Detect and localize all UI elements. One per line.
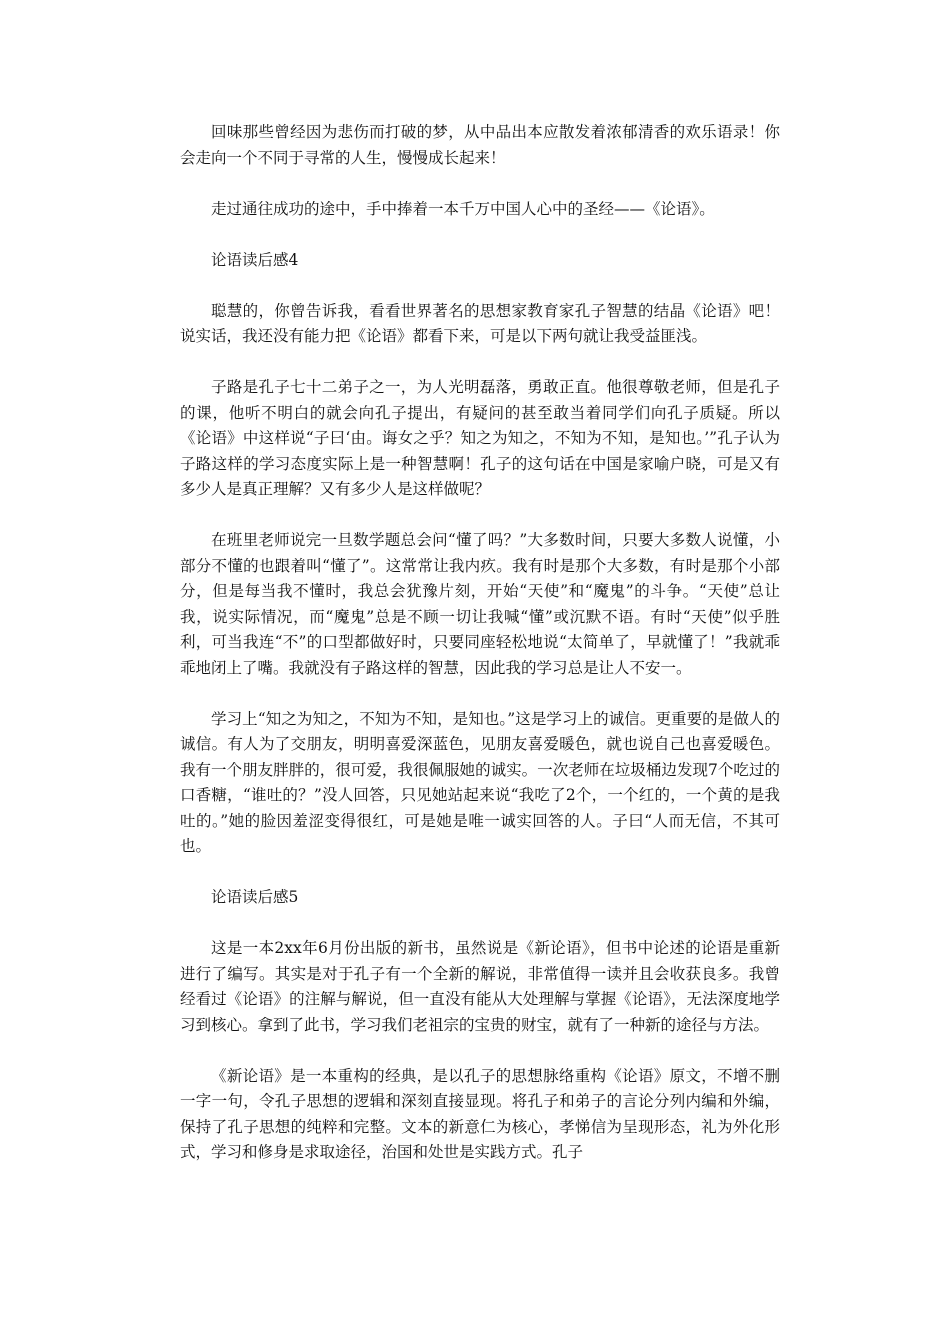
paragraph: 《新论语》是一本重构的经典，是以孔子的思想脉络重构《论语》原文，不增不删一字一句，令孔子思想的逻辑和深刻直接显现。将孔子和弟子的言论分列内编和外编，保持了孔子思想的纯粹和完整。文本的新意仁为核心，孝悌信为呈现形态，礼为外化形式，学习和修身是求取途径，治国和处世是实践方式。孔子 (180, 1066, 780, 1161)
section-heading: 论语读后感4 (211, 250, 299, 269)
document-page (180, 120, 780, 1191)
paragraph: 这是一本2xx年6月份出版的新书，虽然说是《新论语》，但书中论述的论语是重新进行了编写。其实是对于孔子有一个全新的解说，非常值得一读并且会收获良多。我曾经看过《论语》的注解与解说，但一直没有能从大处理解与掌握《论语》，无法深度地学习到核心。拿到了此书，学习我们老祖宗的宝贵的财宝，就有了一种新的途径与方法。 (180, 939, 780, 1034)
paragraph: 子路是孔子七十二弟子之一，为人光明磊落，勇敢正直。他很尊敬老师，但是孔子的课，他听不明白的就会向孔子提出，有疑问的甚至敢当着同学们向孔子质疑。所以《论语》中这样说“子曰‘由。诲女之乎？知之为知之，不知为不知，是知也。’”孔子认为子路这样的学习态度实际上是一种智慧啊！孔子的这句话在中国是家喻户晓，可是又有多少人是真正理解？又有多少人是这样做呢？ (180, 378, 780, 498)
paragraph: 聪慧的，你曾告诉我，看看世界著名的思想家教育家孔子智慧的结晶《论语》吧！说实话，我还没有能力把《论语》都看下来，可是以下两句就让我受益匪浅。 (180, 301, 780, 345)
paragraph: 回味那些曾经因为悲伤而打破的梦，从中品出本应散发着浓郁清香的欢乐语录！你会走向一个不同于寻常的人生，慢慢成长起来！ (180, 123, 780, 167)
paragraph: 在班里老师说完一旦数学题总会问“懂了吗？”大多数时间，只要大多数人说懂，小部分不懂的也跟着叫“懂了”。这常常让我内疚。我有时是那个大多数，有时是那个小部分，但是每当我不懂时，我总会犹豫片刻，开始“天使”和“魔鬼”的斗争。“天使”总让我，说实际情况，而“魔鬼”总是不顾一切让我喊“懂”或沉默不语。有时“天使”似乎胜利，可当我连“不”的口型都做好时，只要同座轻松地说“太简单了，早就懂了！”我就乖乖地闭上了嘴。我就没有子路这样的智慧，因此我的学习总是让人不安一。 (180, 531, 780, 677)
paragraph: 学习上“知之为知之，不知为不知，是知也。”这是学习上的诚信。更重要的是做人的诚信。有人为了交朋友，明明喜爱深蓝色，见朋友喜爱暖色，就也说自己也喜爱暖色。我有一个朋友胖胖的，很可爱，我很佩服她的诚实。一次老师在垃圾桶边发现7个吃过的口香糖，“谁吐的？”没人回答，只见她站起来说“我吃了2个，一个红的，一个黄的是我吐的。”她的脸因羞涩变得很红，可是她是唯一诚实回答的人。子曰“人而无信，不其可也。 (180, 709, 780, 855)
section-heading: 论语读后感5 (211, 888, 299, 906)
paragraph: 走过通往成功的途中，手中捧着一本千万中国人心中的圣经——《论语》。 (211, 199, 715, 218)
